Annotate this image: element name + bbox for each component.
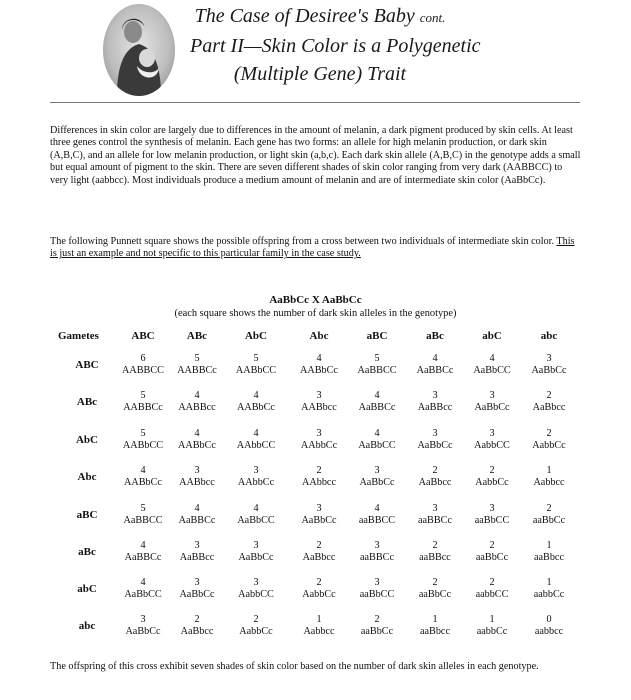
dark-allele-count: 6 xyxy=(140,353,146,364)
dark-allele-count: 2 xyxy=(489,577,495,588)
dark-allele-count: 3 xyxy=(432,503,438,514)
title-suffix: cont. xyxy=(419,10,446,25)
dark-allele-count: 2 xyxy=(432,540,438,551)
genotype-label: AABbCC xyxy=(235,365,277,376)
punnett-cell xyxy=(345,353,409,377)
row-gamete-header: abC xyxy=(77,583,97,595)
genotype-label: AaBbCC xyxy=(237,515,275,526)
dark-allele-count: 3 xyxy=(253,577,259,588)
genotype-label: AaBBcc xyxy=(179,552,215,563)
genotype-label: AAbbcc xyxy=(302,477,336,488)
punnett-cell xyxy=(287,540,351,564)
dark-allele-count: 4 xyxy=(253,390,259,401)
dark-allele-count: 2 xyxy=(489,465,495,476)
dark-allele-count: 5 xyxy=(140,503,146,514)
row-gamete-header: ABC xyxy=(75,359,99,371)
dark-allele-count: 2 xyxy=(316,540,322,551)
punnett-cell xyxy=(460,503,524,527)
genotype-label: aaBBCC xyxy=(358,515,396,526)
dark-allele-count: 2 xyxy=(489,540,495,551)
genotype-label: AABbCc xyxy=(237,402,275,413)
punnett-cell xyxy=(345,428,409,452)
dark-allele-count: 2 xyxy=(316,465,322,476)
punnett-cell xyxy=(517,577,581,601)
punnett-note: This is just an example and not specific to this particular family in the case study. xyxy=(50,236,575,260)
dark-allele-count: 4 xyxy=(374,503,380,514)
column-gamete-header: aBC xyxy=(366,330,388,342)
genotype-label: AAbbCc xyxy=(300,440,338,451)
header-divider xyxy=(50,102,580,103)
genotype-label: AaBbCc xyxy=(179,589,215,600)
punnett-cell xyxy=(224,390,288,414)
punnett-cell xyxy=(165,390,229,414)
genotype-label: AaBbCc xyxy=(359,477,395,488)
column-gamete-header: ABC xyxy=(131,330,155,342)
genotype-label: aabbcc xyxy=(534,626,564,637)
genotype-label: AaBBcc xyxy=(417,402,453,413)
dark-allele-count: 2 xyxy=(546,428,552,439)
genotype-label: AabbCc xyxy=(239,626,273,637)
genotype-label: AABbcc xyxy=(301,402,337,413)
gametes-label: Gametes xyxy=(58,330,99,342)
genotype-label: aaBbCC xyxy=(359,589,395,600)
genotype-label: aaBbcc xyxy=(420,626,450,637)
dark-allele-count: 5 xyxy=(253,353,259,364)
row-gamete-header: abc xyxy=(78,620,96,632)
punnett-cell xyxy=(287,465,351,489)
dark-allele-count: 2 xyxy=(546,390,552,401)
punnett-cell xyxy=(460,390,524,414)
genotype-label: AABbCc xyxy=(178,440,216,451)
punnett-cell xyxy=(517,614,581,638)
punnett-cell xyxy=(165,540,229,564)
dark-allele-count: 4 xyxy=(253,428,259,439)
portrait-image xyxy=(103,4,175,96)
column-gamete-header: abC xyxy=(482,330,502,342)
genotype-label: Aabbcc xyxy=(533,477,565,488)
dark-allele-count: 2 xyxy=(316,577,322,588)
genotype-label: AABBCc xyxy=(177,365,217,376)
dark-allele-count: 3 xyxy=(489,503,495,514)
row-gamete-header: aBC xyxy=(76,509,98,521)
dark-allele-count: 4 xyxy=(194,390,200,401)
genotype-label: aabbCc xyxy=(476,626,508,637)
dark-allele-count: 4 xyxy=(253,503,259,514)
punnett-cell xyxy=(345,614,409,638)
punnett-cell xyxy=(403,390,467,414)
punnett-cell xyxy=(517,465,581,489)
punnett-cell xyxy=(345,465,409,489)
genotype-label: AABbCc xyxy=(300,365,338,376)
genotype-label: AaBbcc xyxy=(418,477,452,488)
dark-allele-count: 5 xyxy=(140,390,146,401)
genotype-label: AaBBCC xyxy=(123,515,163,526)
dark-allele-count: 3 xyxy=(546,353,552,364)
genotype-label: AAbbCC xyxy=(236,440,276,451)
punnett-intro-text: The following Punnett square shows the possible offspring from a cross between two individuals of intermediate skin color. xyxy=(50,236,555,247)
genotype-label: aaBbCc xyxy=(418,589,452,600)
genotype-label: AABBCC xyxy=(122,365,164,376)
dark-allele-count: 3 xyxy=(253,465,259,476)
dark-allele-count: 3 xyxy=(316,390,322,401)
column-gamete-header: ABc xyxy=(186,330,208,342)
punnett-cell xyxy=(287,390,351,414)
title-line-3: (Multiple Gene) Trait xyxy=(233,63,407,85)
genotype-label: AaBbCc xyxy=(474,402,510,413)
punnett-cell xyxy=(224,540,288,564)
punnett-cell xyxy=(460,428,524,452)
genotype-label: AabbCC xyxy=(238,589,274,600)
punnett-cell xyxy=(345,390,409,414)
dark-allele-count: 1 xyxy=(316,614,322,625)
intro-paragraph: Differences in skin color are largely due to differences in the amount of melanin, a dark pigment produced by skin cells. At least three genes control the synthesis of melanin. Each gene has two forms: an allele for high melanin production, or dark skin (A,B,C), and an allele for low melanin production, or light skin (a,b,c). Each dark skin allele (A,B,C) in the genotype adds a small but equal amount of pigment to the skin. There are seven different shades of skin color ranging from very dark (AABBCC) to very light (aabbcc). Most individuals produce a medium amount of melanin and are of intermediate skin color (AaBbCc). xyxy=(50,125,581,186)
punnett-cell xyxy=(224,465,288,489)
genotype-label: aaBbCc xyxy=(532,515,566,526)
genotype-label: aaBBcc xyxy=(419,552,451,563)
title-line-2: Part II—Skin Color is a Polygenetic xyxy=(190,35,481,57)
punnett-cell xyxy=(224,503,288,527)
dark-allele-count: 3 xyxy=(432,390,438,401)
genotype-label: AaBbCc xyxy=(417,440,453,451)
genotype-label: AABBcc xyxy=(178,402,216,413)
row-gamete-header: Abc xyxy=(77,471,97,483)
punnett-cell xyxy=(224,577,288,601)
dark-allele-count: 1 xyxy=(546,465,552,476)
dark-allele-count: 3 xyxy=(194,577,200,588)
punnett-cell xyxy=(287,353,351,377)
punnett-cell xyxy=(517,353,581,377)
genotype-label: AaBBCc xyxy=(124,552,162,563)
punnett-cell xyxy=(287,577,351,601)
genotype-label: AaBbCC xyxy=(358,440,396,451)
column-gamete-header: aBc xyxy=(426,330,444,342)
punnett-cell xyxy=(403,353,467,377)
dark-allele-count: 1 xyxy=(546,577,552,588)
genotype-label: AAbbCc xyxy=(237,477,275,488)
dark-allele-count: 4 xyxy=(432,353,438,364)
dark-allele-count: 3 xyxy=(194,540,200,551)
punnett-cell xyxy=(165,503,229,527)
genotype-label: AABbCC xyxy=(122,440,164,451)
genotype-label: AaBbcc xyxy=(180,626,214,637)
genotype-label: AabbCC xyxy=(474,440,510,451)
punnett-cell xyxy=(287,614,351,638)
dark-allele-count: 2 xyxy=(194,614,200,625)
dark-allele-count: 0 xyxy=(546,614,552,625)
genotype-label: AaBbCC xyxy=(124,589,162,600)
genotype-label: Aabbcc xyxy=(303,626,335,637)
punnett-cell xyxy=(287,428,351,452)
punnett-cell xyxy=(403,614,467,638)
punnett-cell xyxy=(403,465,467,489)
dark-allele-count: 3 xyxy=(489,428,495,439)
genotype-label: AaBbCc xyxy=(238,552,274,563)
genotype-label: aaBbCc xyxy=(360,626,394,637)
dark-allele-count: 3 xyxy=(194,465,200,476)
punnett-square-title: AaBbCc X AaBbCc xyxy=(269,294,362,306)
column-gamete-header: Abc xyxy=(309,330,329,342)
column-gamete-header: abc xyxy=(540,330,558,342)
dark-allele-count: 4 xyxy=(194,428,200,439)
portrait-illustration xyxy=(103,4,175,96)
genotype-label: AaBBCC xyxy=(357,365,397,376)
punnett-cell xyxy=(517,428,581,452)
genotype-label: AabbCc xyxy=(302,589,336,600)
genotype-label: aabbCC xyxy=(475,589,509,600)
dark-allele-count: 4 xyxy=(140,540,146,551)
dark-allele-count: 3 xyxy=(374,577,380,588)
dark-allele-count: 2 xyxy=(253,614,259,625)
dark-allele-count: 5 xyxy=(374,353,380,364)
dark-allele-count: 3 xyxy=(432,428,438,439)
column-gamete-header: AbC xyxy=(244,330,267,342)
punnett-intro-paragraph xyxy=(50,236,582,261)
row-gamete-header: AbC xyxy=(75,434,98,446)
punnett-cell xyxy=(165,614,229,638)
dark-allele-count: 4 xyxy=(489,353,495,364)
dark-allele-count: 2 xyxy=(432,577,438,588)
punnett-cell xyxy=(517,390,581,414)
punnett-cell xyxy=(345,503,409,527)
dark-allele-count: 3 xyxy=(316,503,322,514)
genotype-label: AaBBCc xyxy=(178,515,216,526)
punnett-cell xyxy=(165,353,229,377)
dark-allele-count: 4 xyxy=(194,503,200,514)
genotype-label: aaBbCc xyxy=(475,552,509,563)
genotype-label: aaBbcc xyxy=(534,552,564,563)
dark-allele-count: 4 xyxy=(140,577,146,588)
punnett-cell xyxy=(345,540,409,564)
genotype-label: aaBbCC xyxy=(474,515,510,526)
punnett-cell xyxy=(403,503,467,527)
dark-allele-count: 3 xyxy=(140,614,146,625)
punnett-cell xyxy=(403,577,467,601)
punnett-cell xyxy=(517,540,581,564)
punnett-cell xyxy=(460,614,524,638)
punnett-cell xyxy=(460,465,524,489)
punnett-square-subtitle: (each square shows the number of dark skin alleles in the genotype) xyxy=(174,308,457,319)
dark-allele-count: 4 xyxy=(374,428,380,439)
punnett-cell xyxy=(460,353,524,377)
punnett-cell xyxy=(224,614,288,638)
genotype-label: AABbCc xyxy=(124,477,162,488)
dark-allele-count: 3 xyxy=(316,428,322,439)
dark-allele-count: 4 xyxy=(316,353,322,364)
punnett-cell xyxy=(224,353,288,377)
punnett-cell xyxy=(403,540,467,564)
genotype-label: AaBbCc xyxy=(301,515,337,526)
punnett-cell xyxy=(517,503,581,527)
genotype-label: AaBbcc xyxy=(302,552,336,563)
dark-allele-count: 2 xyxy=(432,465,438,476)
punnett-cell xyxy=(460,540,524,564)
genotype-label: AaBBCc xyxy=(358,402,396,413)
genotype-label: AaBbCC xyxy=(473,365,511,376)
dark-allele-count: 1 xyxy=(432,614,438,625)
genotype-label: AaBbcc xyxy=(532,402,566,413)
document-header xyxy=(0,0,631,104)
punnett-cell xyxy=(345,577,409,601)
dark-allele-count: 3 xyxy=(374,465,380,476)
genotype-label: AaBbCc xyxy=(125,626,161,637)
punnett-cell xyxy=(224,428,288,452)
punnett-cell xyxy=(165,465,229,489)
punnett-cell xyxy=(165,428,229,452)
punnett-cell xyxy=(287,503,351,527)
genotype-label: AabbCc xyxy=(532,440,566,451)
dark-allele-count: 3 xyxy=(489,390,495,401)
punnett-cell xyxy=(460,577,524,601)
genotype-label: aabbCc xyxy=(533,589,565,600)
row-gamete-header: aBc xyxy=(78,546,96,558)
genotype-label: AABbcc xyxy=(179,477,215,488)
dark-allele-count: 5 xyxy=(194,353,200,364)
dark-allele-count: 2 xyxy=(374,614,380,625)
genotype-label: aaBBCc xyxy=(418,515,452,526)
dark-allele-count: 1 xyxy=(546,540,552,551)
document-title xyxy=(190,2,481,88)
genotype-label: aaBBCc xyxy=(360,552,394,563)
genotype-label: AabbCc xyxy=(475,477,509,488)
punnett-cell xyxy=(165,577,229,601)
punnett-cell xyxy=(403,428,467,452)
conclusion-paragraph: The offspring of this cross exhibit seven shades of skin color based on the number of dark skin alleles in each genotype. xyxy=(50,661,539,672)
title-line-1: The Case of Desiree's Baby cont. xyxy=(194,5,446,27)
dark-allele-count: 4 xyxy=(374,390,380,401)
genotype-label: AABBCc xyxy=(123,402,163,413)
dark-allele-count: 5 xyxy=(140,428,146,439)
dark-allele-count: 2 xyxy=(546,503,552,514)
row-gamete-header: ABc xyxy=(76,396,98,408)
dark-allele-count: 4 xyxy=(140,465,146,476)
genotype-label: AaBBCc xyxy=(416,365,454,376)
dark-allele-count: 3 xyxy=(374,540,380,551)
genotype-label: AaBbCc xyxy=(531,365,567,376)
dark-allele-count: 1 xyxy=(489,614,495,625)
dark-allele-count: 3 xyxy=(253,540,259,551)
